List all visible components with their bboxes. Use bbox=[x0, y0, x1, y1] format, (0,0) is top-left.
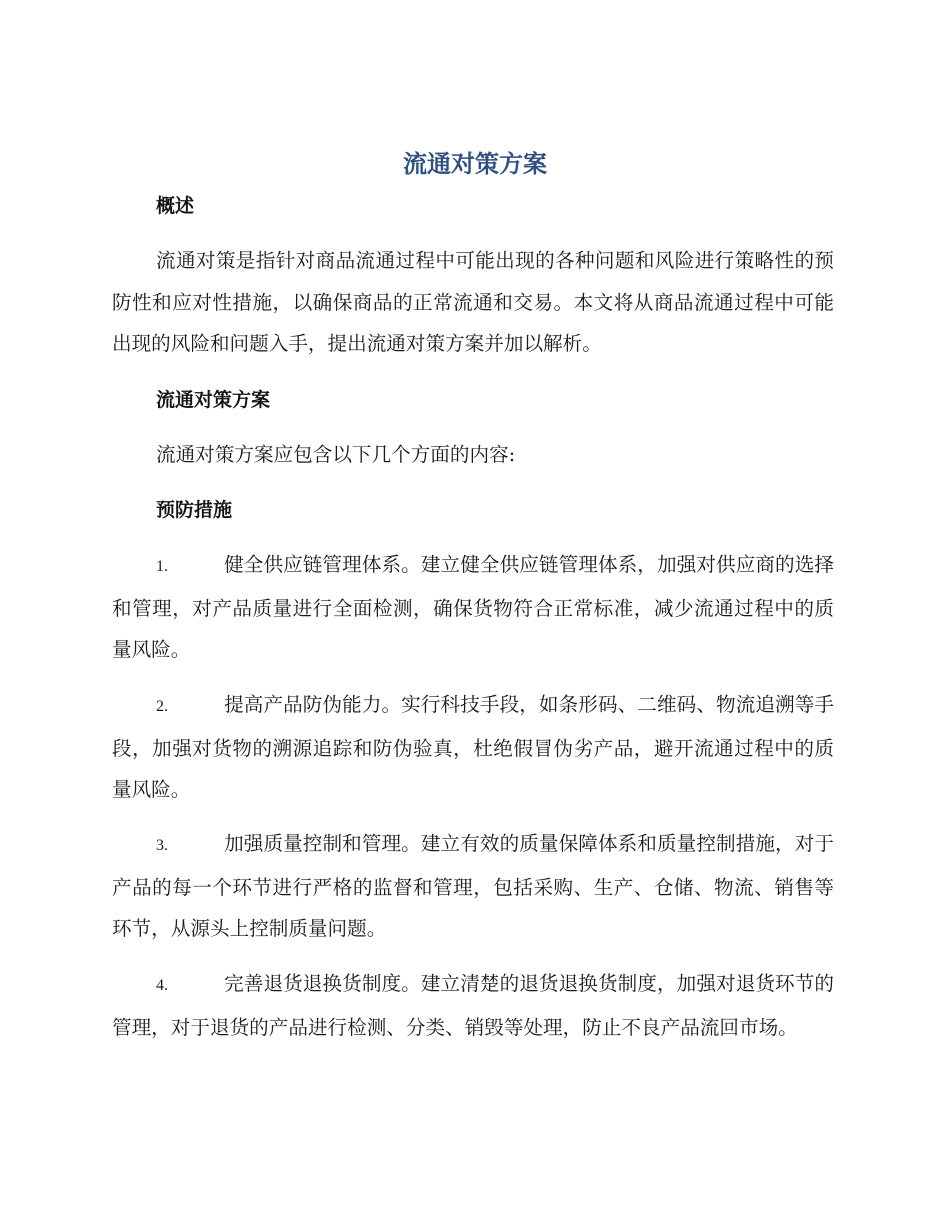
list-item-text: 健全供应链管理体系。建立健全供应链管理体系，加强对供应商的选择和管理，对产品质量进行全面检测，确保货物符合正常标准，减少流通过程中的质量风险。 bbox=[112, 553, 834, 661]
section-heading-overview: 概述 bbox=[156, 195, 195, 217]
list-item-number: 3. bbox=[156, 837, 168, 854]
list-item bbox=[112, 684, 834, 811]
list-item bbox=[112, 963, 834, 1048]
section-heading-plan: 流通对策方案 bbox=[156, 389, 271, 411]
list-item-text: 提高产品防伪能力。实行科技手段，如条形码、二维码、物流追溯等手段，加强对货物的溯源追踪和防伪验真，杜绝假冒伪劣产品，避开流通过程中的质量风险。 bbox=[112, 693, 834, 801]
list-item bbox=[112, 823, 834, 950]
section-heading-prevention: 预防措施 bbox=[156, 499, 233, 521]
list-item-text: 完善退货退换货制度。建立清楚的退货退换货制度，加强对退货环节的管理，对于退货的产品进行检测、分类、销毁等处理，防止不良产品流回市场。 bbox=[112, 972, 834, 1039]
list-item bbox=[112, 544, 834, 671]
document-title: 流通对策方案 bbox=[403, 150, 547, 178]
list-item-number: 2. bbox=[156, 698, 168, 715]
list-item-number: 1. bbox=[156, 558, 168, 575]
list-item-number: 4. bbox=[156, 977, 168, 994]
overview-paragraph: 流通对策是指针对商品流通过程中可能出现的各种问题和风险进行策略性的预防性和应对性措施，以确保商品的正常流通和交易。本文将从商品流通过程中可能出现的风险和问题入手，提出流通对策方案并加以解析。 bbox=[112, 249, 834, 355]
list-item-text: 加强质量控制和管理。建立有效的质量保障体系和质量控制措施，对于产品的每一个环节进行严格的监督和管理，包括采购、生产、仓储、物流、销售等环节，从源头上控制质量问题。 bbox=[112, 832, 834, 940]
plan-intro-paragraph: 流通对策方案应包含以下几个方面的内容: bbox=[156, 443, 516, 466]
